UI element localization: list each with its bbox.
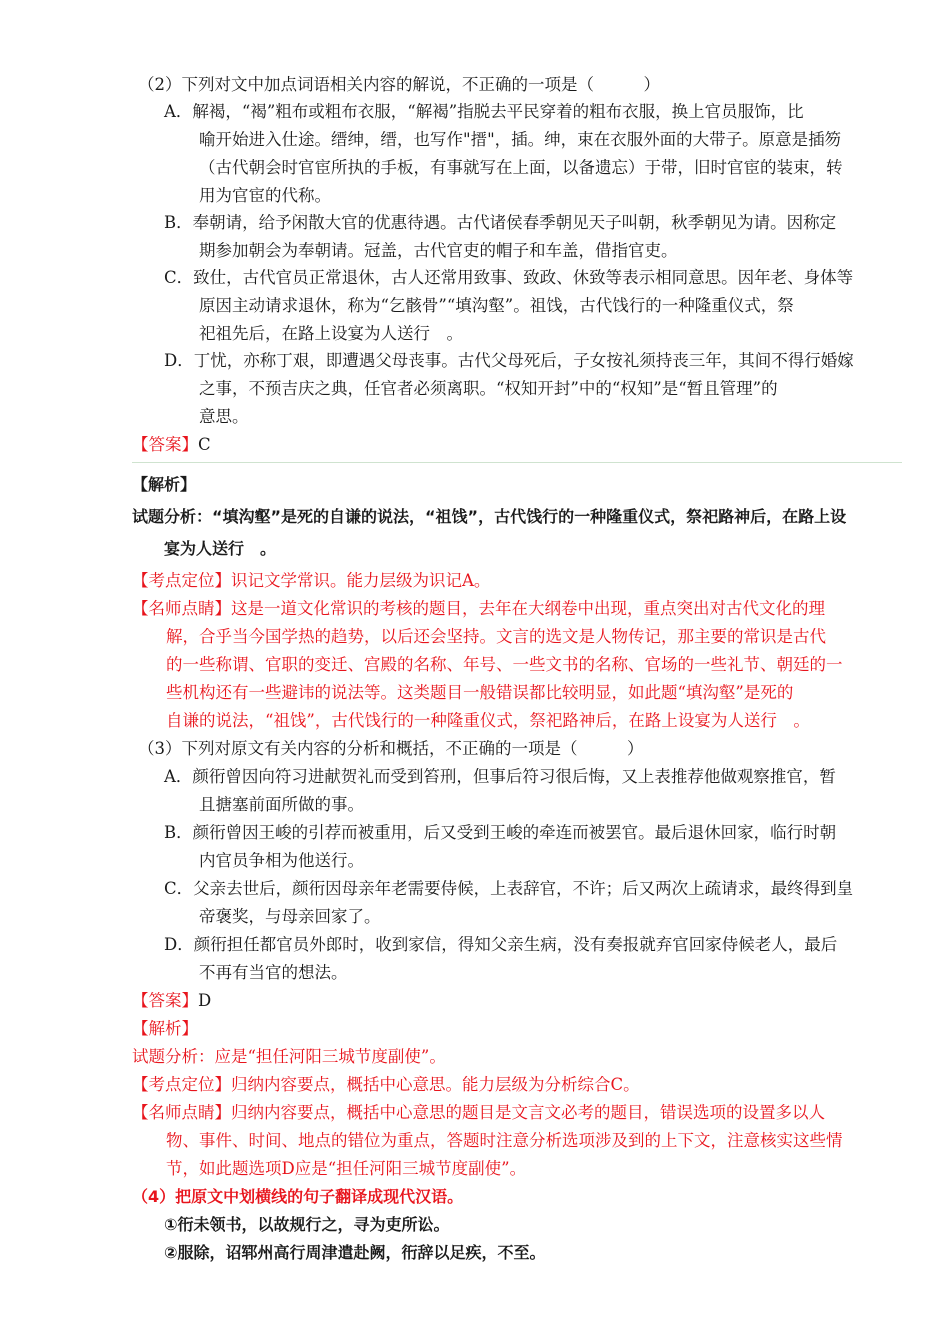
- q2-mingshi-line3: 的一些称谓、官职的变迁、宫殿的名称、年号、一些文书的名称、官场的一些礼节、朝廷的一: [166, 655, 843, 674]
- q3-option-c-line2: 帝褒奖，与母亲回家了。: [199, 907, 381, 926]
- q2-option-b-line2: 期参加朝会为奉朝请。冠盖，古代官吏的帽子和车盖，借指官吏。: [199, 241, 678, 260]
- q2-mingshi-line1: [132, 596, 825, 622]
- q2-mingshi-line2: 解，合乎当今国学热的趋势，以后还会坚持。文言的选文是人物传记，那主要的常识是古代: [166, 627, 826, 646]
- q2-option-a-line3: （古代朝会时官宦所执的手板，有事就写在上面，以备遗忘）于带，旧时官宦的装束，转: [199, 158, 843, 177]
- q3-option-a-line1: A．颜衎曾因向符习进献贺礼而受到笞刑，但事后符习很后悔，又上表推荐他做观察推官，暂: [164, 767, 836, 786]
- q3-mingshi-line3: 节，如此题选项D应是“担任河阳三城节度副使”。: [166, 1159, 527, 1178]
- q2-answer-value: C: [198, 435, 211, 454]
- q3-option-a-line2: 且搪塞前面所做的事。: [199, 795, 364, 814]
- q2-option-a-line4: 用为官宦的代称。: [199, 186, 331, 205]
- q2-answer-tag: 【答案】: [132, 435, 198, 454]
- q2-option-a-line1: A．解褐，“褐”粗布或粗布衣服，“解褐”指脱去平民穿着的粗布衣服，换上官员服饰，比: [164, 102, 804, 121]
- q3-mingshi-line2: 物、事件、时间、地点的错位为重点，答题时注意分析选项涉及到的上下文，注意核实这些情: [166, 1131, 843, 1150]
- q2-mingshi-line4: 些机构还有一些避讳的说法等。这类题目一般错误都比较明显，如此题“填沟壑”是死的: [166, 683, 794, 702]
- q2-option-c-line1: C．致仕，古代官员正常退休，古人还常用致事、致政、休致等表示相同意思。因年老、身体等: [164, 268, 854, 287]
- q2-answer: [132, 432, 211, 458]
- section-divider: [132, 462, 902, 463]
- q3-option-b-line2: 内官员争相为他送行。: [199, 851, 364, 870]
- q3-kaodian: [132, 1072, 640, 1098]
- q3-mingshi-line1: [132, 1100, 825, 1126]
- q2-option-c-line2: 原因主动请求退休，称为“乞骸骨”“填沟壑”。祖饯，古代饯行的一种隆重仪式，祭: [199, 296, 794, 315]
- q2-kaodian-text: 识记文学常识。能力层级为识记A。: [231, 571, 491, 590]
- q2-option-d-line1: D．丁忧，亦称丁艰，即遭遇父母丧事。古代父母死后，子女按礼须持丧三年，其间不得行婚嫁: [164, 351, 854, 370]
- q3-option-b-line1: B．颜衎曾因王峻的引荐而被重用，后又受到王峻的牵连而被罢官。最后退休回家，临行时朝: [164, 823, 837, 842]
- q3-answer-tag: 【答案】: [132, 991, 198, 1010]
- q2-mingshi-line5: 自谦的说法，“祖饯”，古代饯行的一种隆重仪式，祭祀路神后，在路上设宴为人送行 。: [166, 711, 810, 730]
- q3-analysis: 试题分析：应是“担任河阳三城节度副使”。: [132, 1047, 446, 1066]
- q2-mingshi-tag: 【名师点睛】: [132, 599, 231, 618]
- q2-option-d-line2: 之事，不预吉庆之典，任官者必须离职。“权知开封”中的“权知”是“暂且管理”的: [199, 379, 778, 398]
- q2-kaodian: [132, 568, 490, 594]
- q3-answer: [132, 988, 211, 1014]
- q3-kaodian-tag: 【考点定位】: [132, 1075, 231, 1094]
- q3-stem: （3）下列对原文有关内容的分析和概括，不正确的一项是（ ）: [138, 739, 644, 758]
- q3-option-d-line2: 不再有当官的想法。: [199, 963, 348, 982]
- q2-stem: （2）下列对文中加点词语相关内容的解说，不正确的一项是（ ）: [138, 75, 660, 94]
- q3-mingshi-tag: 【名师点睛】: [132, 1103, 231, 1122]
- q4-item-2: ②服除，诏郓州高行周津遣赴阙，衎辞以足疾，不至。: [164, 1243, 546, 1262]
- q2-option-c-line3: 祀祖先后，在路上设宴为人送行 。: [199, 324, 463, 343]
- q2-kaodian-tag: 【考点定位】: [132, 571, 231, 590]
- q2-mingshi-text1: 这是一道文化常识的考核的题目，去年在大纲卷中出现，重点突出对古代文化的理: [231, 599, 825, 618]
- q4-item-1: ①衎未领书，以故规行之，寻为吏所讼。: [164, 1215, 450, 1234]
- q4-stem: （4）把原文中划横线的句子翻译成现代汉语。: [132, 1187, 464, 1206]
- q3-option-c-line1: C．父亲去世后，颜衎因母亲年老需要侍候，上表辞官，不许；后又两次上疏请求，最终得到皇: [164, 879, 854, 898]
- q3-answer-value: D: [198, 991, 212, 1010]
- q3-mingshi-text1: 归纳内容要点，概括中心意思的题目是文言文必考的题目，错误选项的设置多以人: [231, 1103, 825, 1122]
- q2-option-d-line3: 意思。: [199, 407, 249, 426]
- q2-analysis-line1: 试题分析：“填沟壑”是死的自谦的说法，“祖饯”，古代饯行的一种隆重仪式，祭祀路神后，在路上设: [132, 507, 847, 526]
- q2-analysis-tag: 【解析】: [132, 475, 197, 494]
- q2-option-a-line2: 喻开始进入仕途。缙绅，缙，也写作"搢"，插。绅，束在衣服外面的大带子。原意是插笏: [199, 130, 842, 149]
- q3-option-d-line1: D．颜衎担任都官员外郎时，收到家信，得知父亲生病，没有奏报就弃官回家侍候老人，最后: [164, 935, 838, 954]
- q2-analysis-line2: 宴为人送行 。: [164, 539, 277, 558]
- q3-kaodian-text: 归纳内容要点，概括中心意思。能力层级为分析综合C。: [231, 1075, 640, 1094]
- q2-option-b-line1: B．奉朝请，给予闲散大官的优惠待遇。古代诸侯春季朝见天子叫朝，秋季朝见为请。因称定: [164, 213, 837, 232]
- q3-analysis-tag: 【解析】: [132, 1019, 198, 1038]
